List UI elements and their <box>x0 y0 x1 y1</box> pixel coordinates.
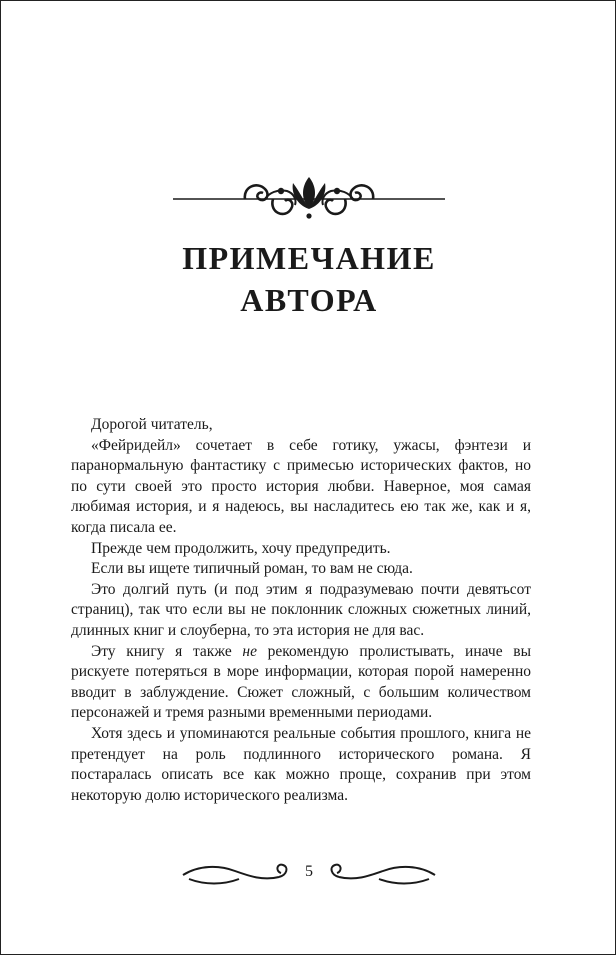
paragraph: Хотя здесь и упоминаются реальные события прошлого, книга не претендует на роль подлинного исторического романа. Я постаралась описать все как можно проще, сохранив при этом некоторую долю исторического реализма. <box>71 724 531 804</box>
paragraph-text: Эту книгу я также <box>91 642 243 660</box>
paragraph: Это долгий путь (и под этим я подразумеваю почти девятьсот страниц), так что если вы не поклонник сложных сюжетных линий, длинных книг и слоуберна, то эта история не для вас. <box>71 580 531 639</box>
flourish-ornament-icon <box>173 169 445 225</box>
title-line-1: ПРИМЕЧАНИЕ <box>182 240 436 276</box>
author-note-text <box>71 415 531 806</box>
emphasis-text: не <box>242 642 257 660</box>
paragraph: «Фейридейл» сочетает в себе готику, ужасы, фэнтези и паранормальную фантастику с примесью исторических фактов, но по сути своей это просто история любви. Наверное, моя самая любимая история, и я надеюсь, вы насладитесь ею так же, как и я, когда писала ее. <box>71 436 531 536</box>
page-title <box>1 237 616 321</box>
paragraph: Дорогой читатель, <box>91 416 213 433</box>
title-line-2: АВТОРА <box>240 282 378 318</box>
page-number: 5 <box>305 863 313 880</box>
paragraph: Если вы ищете типичный роман, то вам не сюда. <box>91 560 413 578</box>
paragraph <box>71 642 531 724</box>
paragraph: Прежде чем продолжить, хочу предупредить. <box>91 539 391 557</box>
paragraph-text: рекомендую пролистывать, иначе вы рискуете потеряться в море информации, которая порой намеренно вводит в заблуждение. Сюжет сложный, с большим количеством персонажей и тремя разными временными периодами. <box>71 642 531 722</box>
